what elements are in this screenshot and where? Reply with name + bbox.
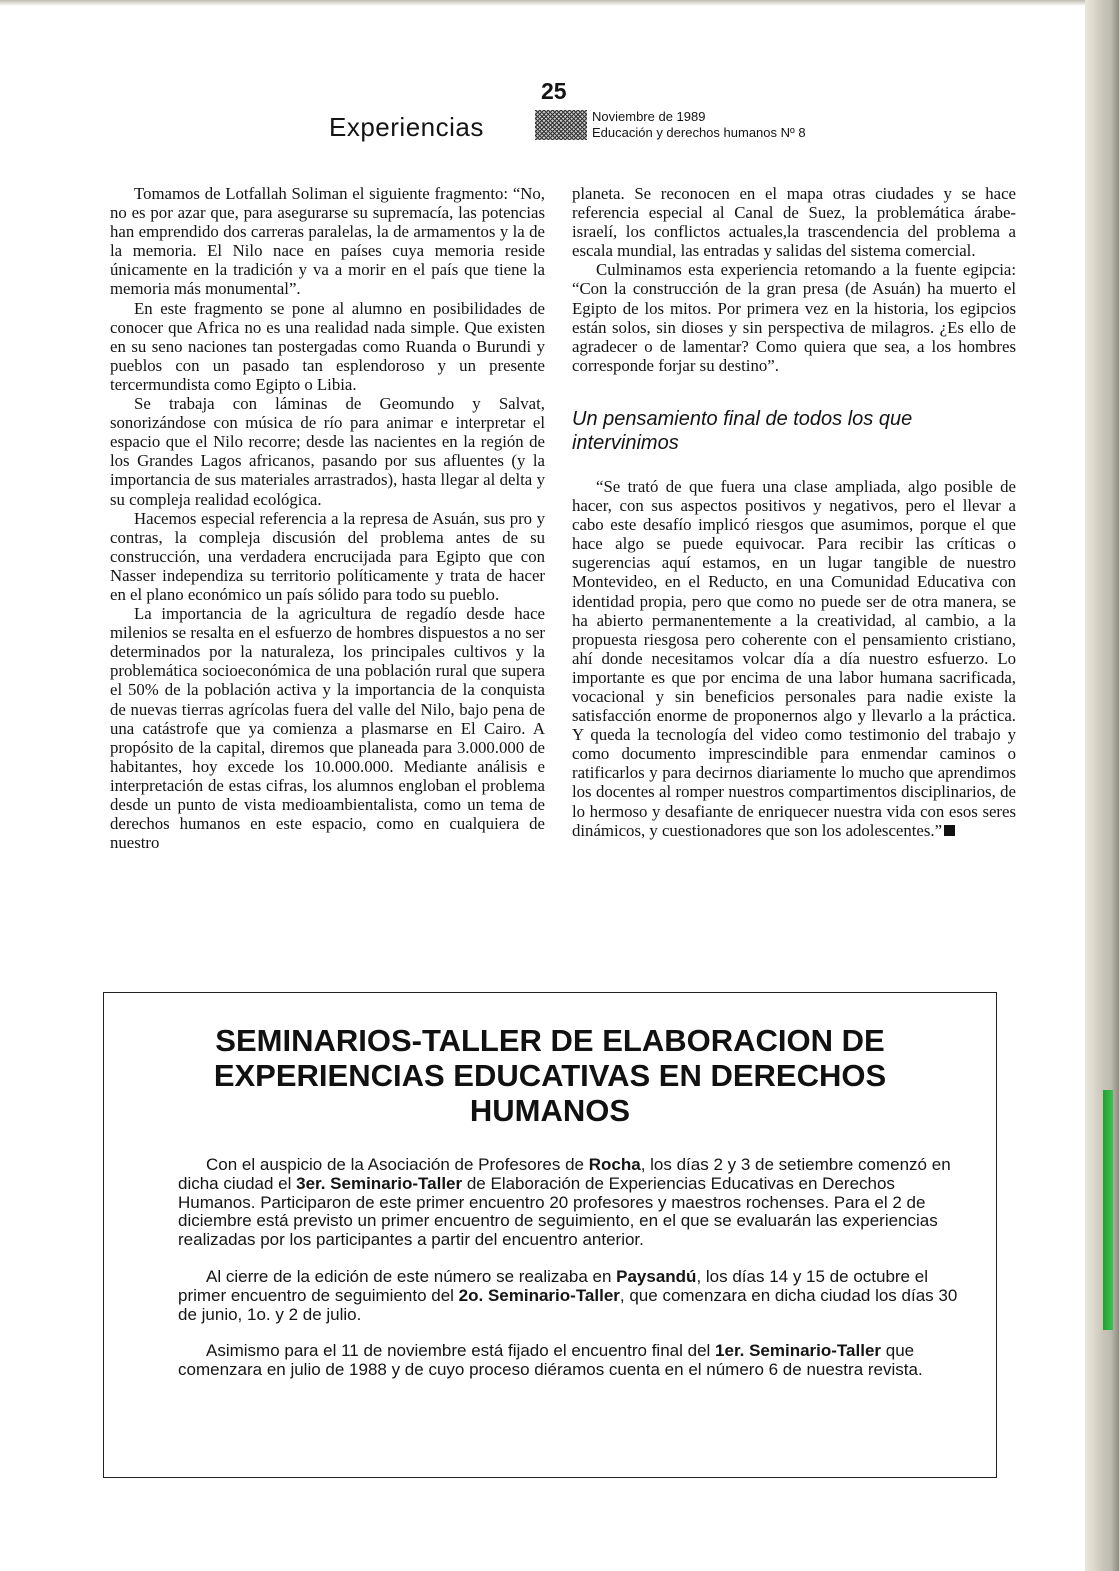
left-column — [110, 184, 545, 852]
text-run: Asimismo para el 11 de noviembre está fijado el encuentro final del — [206, 1341, 716, 1361]
bold-text-run: 2o. Seminario-Taller — [458, 1285, 620, 1305]
article-paragraph: En este fragmento se pone al alumno en posibilidades de conocer que Africa no es una realidad nada simple. Que existen en su seno naciones tan postergadas como Ruanda o Burundi y pueblos con un pasado tan esplendoroso y un presente tercermundista como Egipto o Libia. — [110, 298, 545, 394]
bold-text-run: Rocha — [588, 1155, 641, 1174]
bold-text-run: 3er. Seminario-Taller — [296, 1173, 463, 1193]
text-run: Con el auspicio de la Asociación de Profesores de — [206, 1155, 589, 1174]
right-column — [572, 184, 1016, 840]
announcement-box — [103, 992, 997, 1478]
page-edge-green-strip — [1103, 1090, 1113, 1330]
page-number: 25 — [541, 78, 567, 104]
text-run: de Elaboración de Experiencias Educativas en Derechos Humanos. Participaron de este primer encuentro 20 profesores y maestros rochenses. Para el 2 de diciembre está previsto un primer encuentro de seguimiento, en el que se evaluarán las experiencias realizadas por los participantes a partir del encuentro anterior. — [178, 1173, 938, 1250]
header-pattern-block — [535, 110, 587, 140]
article-paragraph: Hacemos especial referencia a la represa de Asuán, sus pro y contras, la compleja discusión del problema antes de su construcción, una verdadera encrucijada para Egipto que con Nasser independiza su territorio políticamente y trata de hacer en el plano económico un país sólido para todo su pueblo. — [110, 508, 545, 604]
text-run: que comenzara en julio de 1988 y de cuyo proceso diéramos cuenta en el número 6 de nuestra revista. — [178, 1341, 923, 1380]
closing-paragraph — [572, 477, 1016, 840]
announcement-paragraph — [178, 1342, 970, 1380]
text-run: , que comenzara en dicha ciudad los días 30 de junio, 1o. y 2 de julio. — [178, 1285, 958, 1324]
article-paragraph-continuation: planeta. Se reconocen en el mapa otras ciudades y se hace referencia especial al Canal de Suez, la problemática árabe-israelí, los conflictos actuales,la trascendencia del problema a escala mundial, las entradas y salidas del sistema comercial. — [572, 184, 1016, 261]
article-paragraph: Culminamos esta experiencia retomando a la fuente egipcia: “Con la construcción de la gran presa (de Asuán) ha muerto el Egipto de los mitos. Por primera vez en la historia, los egipcios están solos, sin dioses y sin perspectiva de milagros. ¿Es ello de agradecer o de lamentar? Como quiera que sea, a los hombres corresponde forjar su destino”. — [572, 260, 1016, 375]
article-paragraph: Tomamos de Lotfallah Soliman el siguiente fragmento: “No, no es por azar que, para asegurarse su supremacía, las potencias han emprendido dos carreras paralelas, la de armamentos y la de la memoria. El Nilo nace en países cuya memoria reside únicamente en la tradición y va a morir en el país que tiene la memoria más monumental”. — [110, 184, 545, 299]
announcement-body — [178, 1156, 970, 1380]
issue-name: Educación y derechos humanos Nº 8 — [592, 125, 806, 140]
article-paragraph: La importancia de la agricultura de regadío desde hace milenios se resalta en el esfuerzo de hombres dispuestos a no ser determinados por la naturaleza, los principales cultivos y la problemática socioeconómica de una población rural que supera el 50% de la población activa y la importancia de la conquista de nuevas tierras agrícolas fuera del valle del Nilo, bajo pena de una catástrofe que ya comienza a plasmarse en El Cairo. A propósito de la capital, diremos que planeada para 3.000.000 de habitantes, hoy excede los 10.000.000. Mediante análisis e interpretación de estas cifras, los alumnos engloban el problema desde un punto de vista medioambientalista, como un tema de derechos humanos en este espacio, como en cualquiera de nuestro — [110, 604, 545, 853]
text-run: , los días 2 y 3 de setiembre comenzó en dicha ciudad el — [178, 1155, 951, 1193]
section-title: Experiencias — [329, 112, 484, 142]
end-mark-icon — [944, 825, 955, 836]
bold-text-run: Paysandú — [616, 1266, 697, 1286]
closing-paragraph-text: “Se trató de que fuera una clase ampliada, algo posible de hacer, con sus aspectos positivos y negativos, pero el llevar a cabo este desafío implicó riesgos que asumimos, porque el que hace algo se puede equivocar. Para recibir las críticas o sugerencias aquí estamos, en un lugar tangible de nuestro Montevideo, en el Reducto, en una Comunidad Educativa con identidad propia, pero que como no puede ser de otra manera, se ha abierto permanentemente a la creatividad, al cambio, a la propuesta riesgosa pero coherente con el pensamiento cristiano, ahí donde necesitamos volcar día a día nuestro esfuerzo. Lo importante es que por encima de una labor humana sacrificada, vocacional y sin beneficios personales para nadie existe la satisfacción enorme de proponernos algo y llevarlo a la práctica. Y queda la tecnología del video como testimonio del trabajo y como documento imprescindible para enmendar caminos o ratificarlos y para decirnos diariamente lo mucho que aprendimos los docentes al romper nuestros compartimentos disciplinarios, de lo hermoso y desafiante de enriquecer nuestra vida con esos seres dinámicos, y cuestionadores que son los adolescentes.” — [572, 476, 1016, 840]
subheading: Un pensamiento final de todos los que intervinimos — [572, 407, 913, 454]
page-top-edge — [0, 0, 1119, 6]
page-header — [0, 74, 1119, 154]
issue-date: Noviembre de 1989 — [592, 109, 706, 124]
text-run: Al cierre de la edición de este número se realizaba en — [206, 1266, 617, 1286]
page-edge — [1085, 0, 1119, 1571]
article-paragraph: Se trabaja con láminas de Geomundo y Salvat, sonorizándose con música de río para animar e interpretar el espacio que el Nilo recorre; desde las nacientes en la región de los Grandes Lagos africanos, pasando por sus afluentes (y la importancia de sus materiales arrastrados), hasta llegar al delta y su compleja realidad ecológica. — [110, 394, 545, 509]
announcement-title: SEMINARIOS-TALLER DE ELABORACION DE EXPERIENCIAS EDUCATIVAS EN DERECHOS HUMANOS — [213, 1023, 887, 1128]
bold-text-run: 1er. Seminario-Taller — [715, 1341, 882, 1361]
text-run: , los días 14 y 15 de octubre el primer encuentro de seguimiento del — [178, 1266, 928, 1305]
announcement-paragraph — [178, 1268, 970, 1324]
announcement-paragraph — [178, 1156, 970, 1250]
